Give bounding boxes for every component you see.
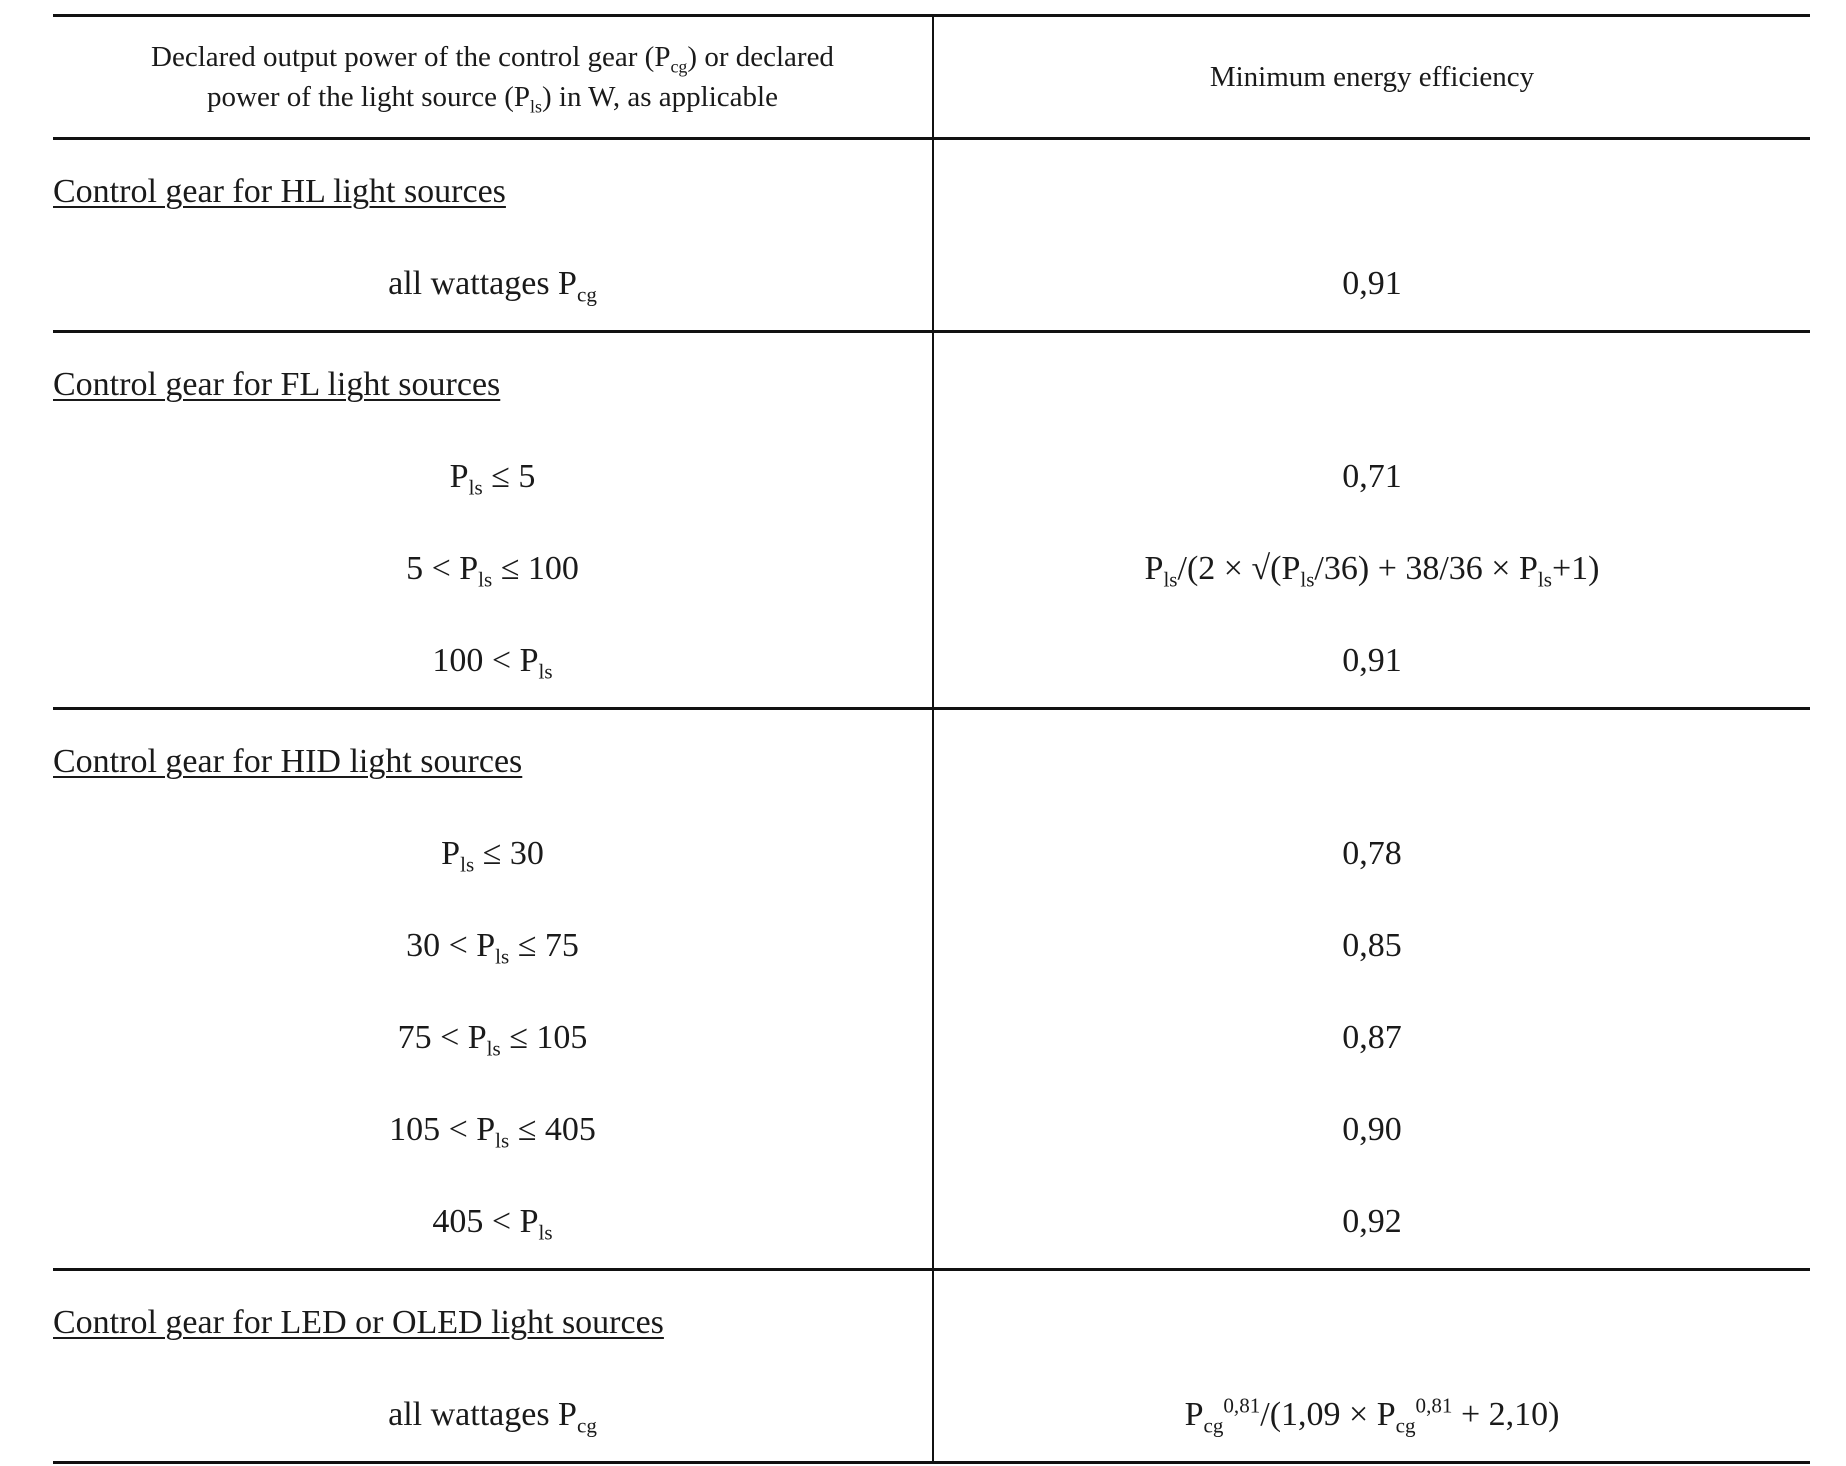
table-row bbox=[53, 431, 1810, 523]
efficiency-table bbox=[53, 14, 1810, 1464]
power-range-cell: $5 < P_{ls} \le 100$ bbox=[53, 523, 933, 615]
efficiency-value-cell: 0,91 bbox=[933, 238, 1810, 332]
section-title-hid: Control gear for HID light sources bbox=[53, 709, 933, 809]
group-title-row bbox=[53, 1270, 1810, 1370]
power-range-cell: $105 < P_{ls} \le 405$ bbox=[53, 1084, 933, 1176]
efficiency-table-page bbox=[53, 14, 1810, 1464]
group-led-oled bbox=[53, 1270, 1810, 1463]
table-row bbox=[53, 1369, 1810, 1463]
group-hl bbox=[53, 139, 1810, 332]
power-range-cell: all wattages $P_{cg}$ bbox=[53, 1369, 933, 1463]
power-range-cell: all wattages $P_{cg}$ bbox=[53, 238, 933, 332]
group-title-row bbox=[53, 709, 1810, 809]
table-header-row bbox=[53, 16, 1810, 139]
power-range-cell: $75 < P_{ls} \le 105$ bbox=[53, 992, 933, 1084]
power-range-cell: $P_{ls} \le 5$ bbox=[53, 431, 933, 523]
table-row bbox=[53, 238, 1810, 332]
efficiency-value-cell: 0,90 bbox=[1342, 1111, 1402, 1148]
table-row bbox=[53, 615, 1810, 709]
group-title-row bbox=[53, 139, 1810, 239]
group-title-row bbox=[53, 332, 1810, 432]
section-title-led-oled: Control gear for LED or OLED light sources bbox=[53, 1270, 933, 1370]
header-minimum-efficiency: Minimum energy efficiency bbox=[933, 16, 1810, 139]
efficiency-value-cell: 0,87 bbox=[1342, 1019, 1402, 1056]
power-range-cell: $405 < P_{ls}$ bbox=[53, 1176, 933, 1270]
power-range-cell: $30 < P_{ls} \le 75$ bbox=[53, 900, 933, 992]
table-row bbox=[53, 1176, 1810, 1270]
group-fl bbox=[53, 332, 1810, 709]
table-row bbox=[53, 523, 1810, 615]
table-row bbox=[53, 1084, 1810, 1176]
table-row bbox=[53, 992, 1810, 1084]
efficiency-value-cell: 0,71 bbox=[1342, 458, 1402, 495]
power-range-cell: $100 < P_{ls}$ bbox=[53, 615, 933, 709]
table-row bbox=[53, 900, 1810, 992]
efficiency-value-cell: 0,78 bbox=[1342, 835, 1402, 872]
efficiency-formula-cell: $P_{ls}/(2 \times √(P_{ls}/36) + 38/36 \times P_{ls}+1)$ bbox=[1144, 550, 1600, 592]
section-title-fl: Control gear for FL light sources bbox=[53, 332, 933, 432]
table-row bbox=[53, 808, 1810, 900]
group-hid bbox=[53, 709, 1810, 1270]
power-range-cell: $P_{ls} \le 30$ bbox=[53, 808, 933, 900]
efficiency-formula-cell: $P_{cg}^{0,81}/(1,09 \times P_{cg}^{0,81} + 2,10)$ bbox=[933, 1369, 1810, 1463]
efficiency-value-cell: 0,91 bbox=[933, 615, 1810, 709]
efficiency-value-cell: 0,85 bbox=[1342, 927, 1402, 964]
section-title-hl: Control gear for HL light sources bbox=[53, 139, 933, 239]
header-declared-power: Declared output power of the control gear $(P_{cg})$ or declared power of the light source $(P_{ls})$ in W, as applicable bbox=[53, 16, 933, 139]
efficiency-value-cell: 0,92 bbox=[933, 1176, 1810, 1270]
